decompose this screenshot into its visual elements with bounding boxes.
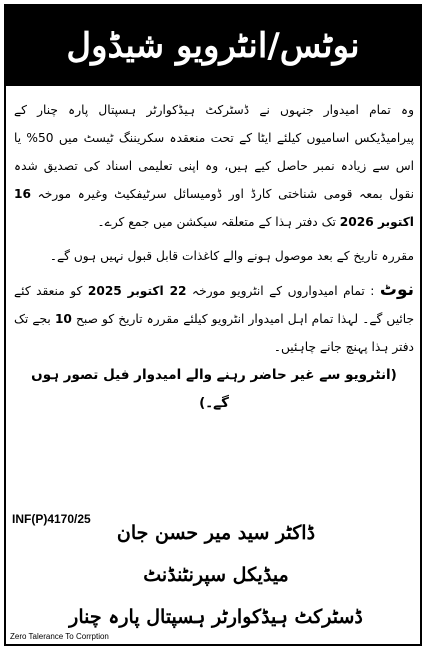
interview-date: 22 اکتوبر 2025 (87, 284, 187, 298)
title-banner (6, 6, 420, 86)
footer-slogan: Zero Talerance To Corrption (10, 632, 109, 641)
closing-warning: (انٹرویو سے غیر حاضر رہنے والے امیدوار فیل تصور ہوں گے۔) (31, 367, 397, 411)
notice-body (14, 96, 414, 417)
interview-time: 10 (54, 312, 72, 326)
signatory-office: ڈسٹرکٹ ہیڈکوارٹر ہسپتال پارہ چنار (69, 606, 363, 628)
paragraph-1-end: تک دفتر ہذا کے متعلقہ سیکشن میں جمع کرے۔ (97, 215, 336, 229)
reference-number: INF(P)4170/25 (12, 512, 91, 526)
note-paragraph (14, 276, 414, 361)
submission-deadline: 16 اکتوبر 2026 (14, 187, 414, 229)
notice-box (4, 4, 422, 646)
note-end-2: بجے تک دفتر ہذا پہنچ جانے چاہئیں۔ (14, 312, 414, 354)
paragraph-1-text: وہ تمام امیدوار جنہوں نے ڈسٹرکٹ ہیڈکوارٹر ہسپتال پارہ چنار کے پیرامیڈیکس اسامیوں کیلئے ایٹا کے تحت منعقدہ سکریننگ ٹیسٹ میں 50% یا اس سے زیادہ نمبر حاصل کیے ہیں، وہ اپنی تعلیمی اسناد کی تصدیق شدہ نقول بمعہ قومی شناختی کارڈ اور ڈومیسائل سرٹیفکیٹ وغیرہ مورخہ (14, 103, 415, 201)
paragraph-2: مقررہ تاریخ کے بعد موصول ہونے والے کاغذات قابل قبول نہیں ہوں گے۔ (49, 249, 414, 263)
signatory-designation: میڈیکل سپرنٹنڈنٹ (143, 564, 289, 586)
note-text: : تمام امیدواروں کے انٹرویو مورخہ (192, 284, 375, 298)
note-end: کو منعقد کئے جائیں گے۔ لہذا تمام اہل امیدوار انٹرویو کیلئے مقررہ تاریخ کو صبح (14, 284, 415, 326)
paragraph-1 (14, 96, 414, 236)
note-label: نوٹ (379, 280, 414, 300)
signatory-name: ڈاکٹر سید میر حسن جان (116, 522, 316, 544)
notice-title: نوٹس/انٹرویو شیڈول (66, 26, 360, 66)
